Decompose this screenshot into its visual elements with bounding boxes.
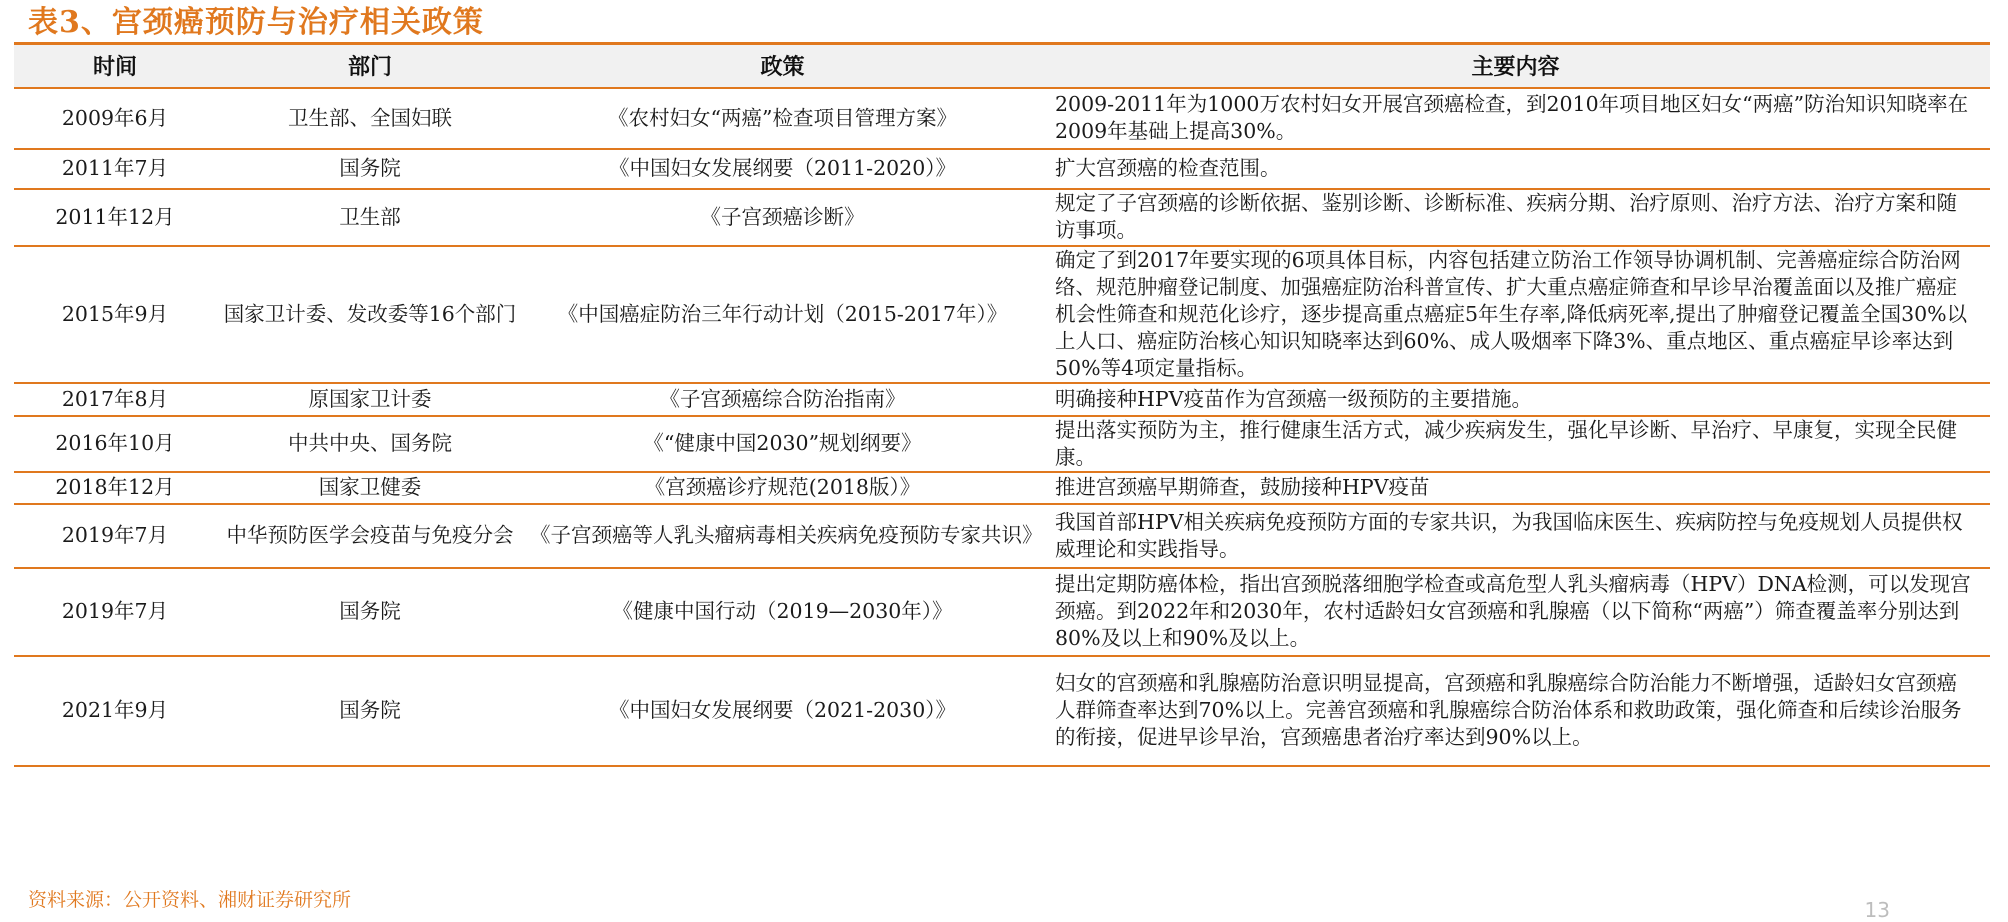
cell-time: 2019年7月 <box>14 504 216 568</box>
cell-time: 2019年7月 <box>14 568 216 656</box>
cell-time: 2009年6月 <box>14 88 216 149</box>
table-row <box>14 88 1990 149</box>
cell-time: 2011年7月 <box>14 149 216 189</box>
cell-content: 规定了子宫颈癌的诊断依据、鉴别诊断、诊断标准、疾病分期、治疗原则、治疗方法、治疗方案和随访事项。 <box>1041 189 1990 246</box>
cell-policy: 《农村妇女“两癌”检查项目管理方案》 <box>524 88 1041 149</box>
cell-content: 2009-2011年为1000万农村妇女开展宫颈癌检查，到2010年项目地区妇女“两癌”防治知识知晓率在2009年基础上提高30%。 <box>1041 88 1990 149</box>
cell-policy: 《子宫颈癌等人乳头瘤病毒相关疾病免疫预防专家共识》 <box>524 504 1041 568</box>
table-row <box>14 656 1990 766</box>
table-row <box>14 416 1990 472</box>
cell-content: 提出定期防癌体检，指出宫颈脱落细胞学检查或高危型人乳头瘤病毒（HPV）DNA检测，可以发现宫颈癌。到2022年和2030年，农村适龄妇女宫颈癌和乳腺癌（以下简称“两癌”）筛查覆盖率分别达到80%及以上和90%及以上。 <box>1041 568 1990 656</box>
cell-time: 2016年10月 <box>14 416 216 472</box>
policy-table-container <box>14 42 1990 767</box>
cell-content: 明确接种HPV疫苗作为宫颈癌一级预防的主要措施。 <box>1041 383 1990 416</box>
table-title: 表3、宫颈癌预防与治疗相关政策 <box>28 5 484 40</box>
cell-department: 卫生部、全国妇联 <box>216 88 524 149</box>
source-note: 资料来源：公开资料、湘财证券研究所 <box>28 889 352 911</box>
cell-department: 中共中央、国务院 <box>216 416 524 472</box>
cell-content: 我国首部HPV相关疾病免疫预防方面的专家共识，为我国临床医生、疾病防控与免疫规划人员提供权威理论和实践指导。 <box>1041 504 1990 568</box>
cell-policy: 《中国妇女发展纲要（2021-2030）》 <box>524 656 1041 766</box>
cell-department: 国家卫健委 <box>216 472 524 504</box>
cell-time: 2017年8月 <box>14 383 216 416</box>
column-header-department: 部门 <box>216 44 524 88</box>
table-row <box>14 504 1990 568</box>
cell-time: 2021年9月 <box>14 656 216 766</box>
cell-department: 卫生部 <box>216 189 524 246</box>
policy-table <box>14 42 1990 767</box>
cell-department: 国家卫计委、发改委等16个部门 <box>216 246 524 383</box>
cell-content: 妇女的宫颈癌和乳腺癌防治意识明显提高，宫颈癌和乳腺癌综合防治能力不断增强，适龄妇女宫颈癌人群筛查率达到70%以上。完善宫颈癌和乳腺癌综合防治体系和救助政策，强化筛查和后续诊治服务的衔接，促进早诊早治，宫颈癌患者治疗率达到90%以上。 <box>1041 656 1990 766</box>
cell-policy: 《中国癌症防治三年行动计划（2015-2017年）》 <box>524 246 1041 383</box>
cell-content: 确定了到2017年要实现的6项具体目标，内容包括建立防治工作领导协调机制、完善癌症综合防治网络、规范肿瘤登记制度、加强癌症防治科普宣传、扩大重点癌症筛查和早诊早治覆盖面以及推广癌症机会性筛查和规范化诊疗，逐步提高重点癌症5年生存率,降低病死率,提出了肿瘤登记覆盖全国30%以上人口、癌症防治核心知识知晓率达到60%、成人吸烟率下降3%、重点地区、重点癌症早诊率达到50%等4项定量指标。 <box>1041 246 1990 383</box>
table-row <box>14 383 1990 416</box>
table-row <box>14 472 1990 504</box>
table-header-row <box>14 44 1990 88</box>
cell-policy: 《中国妇女发展纲要（2011-2020）》 <box>524 149 1041 189</box>
cell-content: 扩大宫颈癌的检查范围。 <box>1041 149 1990 189</box>
cell-policy: 《子宫颈癌诊断》 <box>524 189 1041 246</box>
table-row <box>14 568 1990 656</box>
cell-department: 中华预防医学会疫苗与免疫分会 <box>216 504 524 568</box>
column-header-main-content: 主要内容 <box>1041 44 1990 88</box>
cell-department: 国务院 <box>216 568 524 656</box>
cell-department: 国务院 <box>216 656 524 766</box>
cell-department: 原国家卫计委 <box>216 383 524 416</box>
cell-policy: 《健康中国行动（2019—2030年）》 <box>524 568 1041 656</box>
table-row <box>14 246 1990 383</box>
table-row <box>14 149 1990 189</box>
cell-policy: 《“健康中国2030”规划纲要》 <box>524 416 1041 472</box>
column-header-policy: 政策 <box>524 44 1041 88</box>
cell-content: 提出落实预防为主，推行健康生活方式，减少疾病发生，强化早诊断、早治疗、早康复，实现全民健康。 <box>1041 416 1990 472</box>
cell-department: 国务院 <box>216 149 524 189</box>
cell-content: 推进宫颈癌早期筛查，鼓励接种HPV疫苗 <box>1041 472 1990 504</box>
cell-time: 2015年9月 <box>14 246 216 383</box>
cell-time: 2011年12月 <box>14 189 216 246</box>
column-header-time: 时间 <box>14 44 216 88</box>
table-row <box>14 189 1990 246</box>
cell-policy: 《子宫颈癌综合防治指南》 <box>524 383 1041 416</box>
page-number: 13 <box>1864 898 1890 922</box>
cell-time: 2018年12月 <box>14 472 216 504</box>
cell-policy: 《宫颈癌诊疗规范(2018版）》 <box>524 472 1041 504</box>
